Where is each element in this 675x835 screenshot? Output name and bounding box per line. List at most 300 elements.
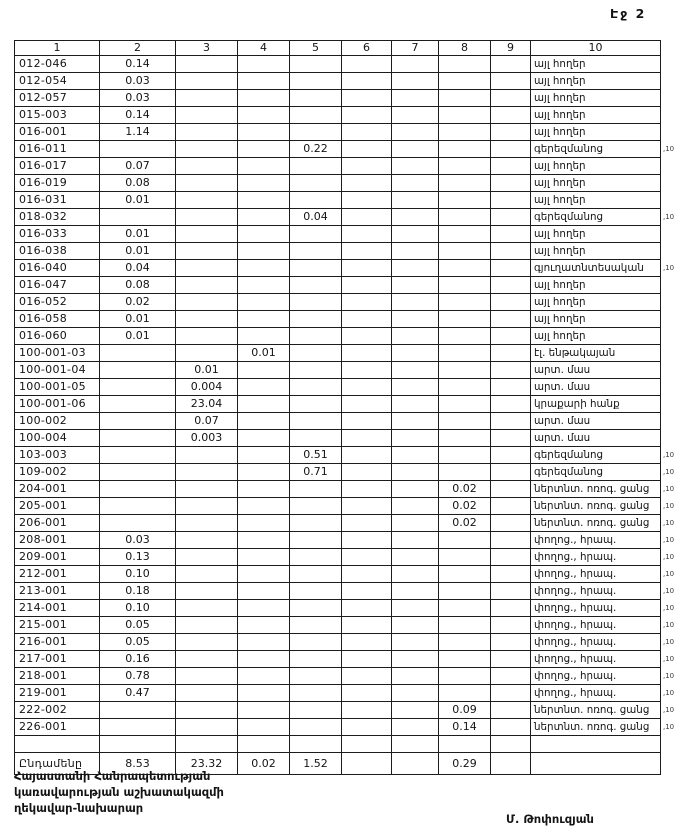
table-row (15, 464, 675, 481)
cell-c9 (491, 719, 531, 736)
table-row (15, 124, 675, 141)
cell-c10: գերեզմանոց (531, 209, 661, 226)
cell-c6 (342, 634, 392, 651)
cell-c5 (290, 311, 342, 328)
cell-c7 (392, 736, 439, 753)
cell-c3 (176, 260, 238, 277)
cell-c8 (439, 668, 491, 685)
cell-c2 (100, 379, 176, 396)
cell-c9 (491, 260, 531, 277)
cell-c9 (491, 277, 531, 294)
table-row (15, 600, 675, 617)
cell-c7 (392, 413, 439, 430)
cell-c7 (392, 396, 439, 413)
margin-note: ,10 (663, 638, 675, 646)
cell-c1: 218-001 (15, 668, 100, 685)
cell-c9 (491, 362, 531, 379)
cell-c1: 216-001 (15, 634, 100, 651)
margin-note (661, 192, 675, 209)
column-header: 2 (100, 41, 176, 56)
cell-c1: 016-060 (15, 328, 100, 345)
cell-c8 (439, 464, 491, 481)
cell-c7 (392, 141, 439, 158)
table-row (15, 260, 675, 277)
cell-c4 (238, 90, 290, 107)
cell-c2: 0.78 (100, 668, 176, 685)
cell-c4 (238, 651, 290, 668)
cell-c5 (290, 362, 342, 379)
cell-c4 (238, 328, 290, 345)
cell-c5 (290, 583, 342, 600)
cell-c6 (342, 736, 392, 753)
margin-note: ,10 (663, 706, 675, 714)
margin-note: ,10 (663, 145, 675, 153)
cell-c3 (176, 192, 238, 209)
cell-c2: 0.08 (100, 175, 176, 192)
margin-note: ,10 (663, 553, 675, 561)
total-c8: 0.29 (439, 753, 491, 775)
cell-c9 (491, 651, 531, 668)
cell-c4 (238, 107, 290, 124)
table-row (15, 311, 675, 328)
cell-c9 (491, 634, 531, 651)
cell-c6 (342, 294, 392, 311)
total-c7 (392, 753, 439, 775)
cell-c5 (290, 719, 342, 736)
column-header: 8 (439, 41, 491, 56)
column-header: 10 (531, 41, 661, 56)
cell-c5 (290, 685, 342, 702)
cell-c6 (342, 685, 392, 702)
cell-c1: 222-002 (15, 702, 100, 719)
table-row (15, 566, 675, 583)
cell-c8: 0.02 (439, 498, 491, 515)
total-c3: 23.32 (176, 753, 238, 775)
cell-c7 (392, 124, 439, 141)
cell-c4 (238, 141, 290, 158)
cell-c4 (238, 430, 290, 447)
cell-c3 (176, 600, 238, 617)
cell-c1 (15, 736, 100, 753)
cell-c10: այլ հողեր (531, 107, 661, 124)
cell-c1: 214-001 (15, 600, 100, 617)
cell-c1: 209-001 (15, 549, 100, 566)
cell-c3 (176, 277, 238, 294)
margin-note: ,10 (663, 570, 675, 578)
cell-c7 (392, 668, 439, 685)
cell-c4 (238, 209, 290, 226)
column-header: 9 (491, 41, 531, 56)
cell-c10: փողոց., հրապ. (531, 600, 661, 617)
cell-c7 (392, 345, 439, 362)
cell-c10: արտ. մաս (531, 379, 661, 396)
cell-c10: գերեզմանոց (531, 447, 661, 464)
cell-c4: 0.01 (238, 345, 290, 362)
cell-c6 (342, 396, 392, 413)
margin-note: ,10 (663, 451, 675, 459)
cell-c9 (491, 158, 531, 175)
cell-c4 (238, 481, 290, 498)
cell-c2: 0.01 (100, 192, 176, 209)
cell-c10: այլ հողեր (531, 243, 661, 260)
cell-c9 (491, 90, 531, 107)
cell-c4 (238, 124, 290, 141)
cell-c6 (342, 226, 392, 243)
cell-c6 (342, 379, 392, 396)
cell-c3 (176, 345, 238, 362)
cell-c6 (342, 158, 392, 175)
cell-c3 (176, 702, 238, 719)
cell-c10: փողոց., հրապ. (531, 532, 661, 549)
cell-c3 (176, 498, 238, 515)
cell-c1: 219-001 (15, 685, 100, 702)
cell-c10 (531, 736, 661, 753)
cell-c3 (176, 328, 238, 345)
table-row (15, 498, 675, 515)
cell-c3 (176, 685, 238, 702)
cell-c5 (290, 736, 342, 753)
cell-c9 (491, 294, 531, 311)
cell-c6 (342, 107, 392, 124)
cell-c7 (392, 447, 439, 464)
cell-c9 (491, 549, 531, 566)
cell-c9 (491, 56, 531, 73)
cell-c3: 0.004 (176, 379, 238, 396)
table-row (15, 328, 675, 345)
cell-c9 (491, 396, 531, 413)
cell-c10: այլ հողեր (531, 90, 661, 107)
cell-c2: 0.14 (100, 107, 176, 124)
cell-c6 (342, 532, 392, 549)
cell-c3 (176, 141, 238, 158)
cell-c7 (392, 328, 439, 345)
cell-c7 (392, 107, 439, 124)
cell-c4 (238, 413, 290, 430)
table-row (15, 515, 675, 532)
cell-c9 (491, 685, 531, 702)
cell-c1: 016-017 (15, 158, 100, 175)
cell-c8 (439, 736, 491, 753)
cell-c5 (290, 549, 342, 566)
cell-c5 (290, 90, 342, 107)
cell-c6 (342, 90, 392, 107)
cell-c4 (238, 532, 290, 549)
cell-c10: փողոց., հրապ. (531, 566, 661, 583)
cell-c6 (342, 277, 392, 294)
cell-c4 (238, 294, 290, 311)
cell-c4 (238, 311, 290, 328)
table-row (15, 243, 675, 260)
cell-c9 (491, 583, 531, 600)
cell-c5 (290, 226, 342, 243)
page-number-label: Էջ 2 (610, 6, 647, 21)
cell-c5: 0.51 (290, 447, 342, 464)
margin-note: ,10 (663, 468, 675, 476)
total-c4: 0.02 (238, 753, 290, 775)
cell-c8 (439, 311, 491, 328)
cell-c3: 0.003 (176, 430, 238, 447)
margin-note-header (661, 41, 675, 56)
column-header: 7 (392, 41, 439, 56)
cell-c7 (392, 209, 439, 226)
cell-c4 (238, 447, 290, 464)
cell-c5: 0.22 (290, 141, 342, 158)
cell-c2: 0.01 (100, 328, 176, 345)
cell-c1: 016-011 (15, 141, 100, 158)
cell-c4 (238, 379, 290, 396)
table-row (15, 226, 675, 243)
table-row (15, 158, 675, 175)
cell-c6 (342, 345, 392, 362)
cell-c7 (392, 566, 439, 583)
cell-c1: 016-058 (15, 311, 100, 328)
cell-c2 (100, 498, 176, 515)
table-header-row (15, 41, 675, 56)
cell-c5 (290, 175, 342, 192)
cell-c2 (100, 481, 176, 498)
table-row (15, 617, 675, 634)
cell-c1: 016-038 (15, 243, 100, 260)
cell-c5 (290, 515, 342, 532)
cell-c2 (100, 430, 176, 447)
cell-c7 (392, 175, 439, 192)
cell-c4 (238, 243, 290, 260)
cell-c7 (392, 90, 439, 107)
cell-c10: արտ. մաս (531, 430, 661, 447)
cell-c2 (100, 396, 176, 413)
cell-c1: 016-031 (15, 192, 100, 209)
margin-note (661, 430, 675, 447)
total-c9 (491, 753, 531, 775)
cell-c4 (238, 56, 290, 73)
cell-c4 (238, 498, 290, 515)
margin-note (661, 107, 675, 124)
cell-c9 (491, 413, 531, 430)
cell-c8: 0.14 (439, 719, 491, 736)
cell-c6 (342, 175, 392, 192)
table-row (15, 651, 675, 668)
cell-c8 (439, 56, 491, 73)
cell-c8 (439, 600, 491, 617)
cell-c5 (290, 379, 342, 396)
cell-c10: այլ հողեր (531, 328, 661, 345)
cell-c4 (238, 73, 290, 90)
cell-c10: այլ հողեր (531, 294, 661, 311)
cell-c3: 23.04 (176, 396, 238, 413)
cell-c1: 016-019 (15, 175, 100, 192)
cell-c9 (491, 328, 531, 345)
cell-c3 (176, 617, 238, 634)
cell-c7 (392, 685, 439, 702)
cell-c6 (342, 719, 392, 736)
margin-note (661, 345, 675, 362)
cell-c2 (100, 345, 176, 362)
cell-c2 (100, 702, 176, 719)
cell-c2: 0.04 (100, 260, 176, 277)
cell-c7 (392, 498, 439, 515)
cell-c2: 0.18 (100, 583, 176, 600)
cell-c2: 0.05 (100, 634, 176, 651)
table-row (15, 107, 675, 124)
cell-c2 (100, 515, 176, 532)
cell-c6 (342, 702, 392, 719)
cell-c9 (491, 702, 531, 719)
cell-c7 (392, 73, 439, 90)
cell-c8: 0.09 (439, 702, 491, 719)
cell-c7 (392, 515, 439, 532)
cell-c9 (491, 447, 531, 464)
cell-c2: 0.02 (100, 294, 176, 311)
margin-note (661, 413, 675, 430)
margin-note (661, 311, 675, 328)
margin-note (661, 328, 675, 345)
table-row (15, 685, 675, 702)
cell-c2: 0.03 (100, 90, 176, 107)
cell-c8 (439, 260, 491, 277)
margin-note: ,10 (663, 689, 675, 697)
cell-c4 (238, 566, 290, 583)
cell-c10: այլ հողեր (531, 226, 661, 243)
margin-note (661, 362, 675, 379)
cell-c5 (290, 498, 342, 515)
cell-c2 (100, 209, 176, 226)
cell-c6 (342, 498, 392, 515)
table-row (15, 345, 675, 362)
total-c6 (342, 753, 392, 775)
cell-c8 (439, 124, 491, 141)
cell-c6 (342, 362, 392, 379)
cell-c3 (176, 311, 238, 328)
cell-c4 (238, 226, 290, 243)
cell-c7 (392, 243, 439, 260)
cell-c10: այլ հողեր (531, 56, 661, 73)
table-row (15, 736, 675, 753)
cell-c1: 213-001 (15, 583, 100, 600)
cell-c6 (342, 617, 392, 634)
cell-c8 (439, 294, 491, 311)
cell-c2: 0.01 (100, 311, 176, 328)
cell-c9 (491, 498, 531, 515)
cell-c7 (392, 634, 439, 651)
cell-c2: 0.01 (100, 243, 176, 260)
cell-c7 (392, 532, 439, 549)
cell-c6 (342, 464, 392, 481)
column-header: 1 (15, 41, 100, 56)
cell-c6 (342, 515, 392, 532)
cell-c4 (238, 158, 290, 175)
cell-c10: փողոց., հրապ. (531, 651, 661, 668)
cell-c1: 100-002 (15, 413, 100, 430)
cell-c6 (342, 668, 392, 685)
cell-c7 (392, 481, 439, 498)
cell-c5 (290, 532, 342, 549)
cell-c6 (342, 600, 392, 617)
cell-c10: ներտնտ. ոռոգ. ցանց (531, 702, 661, 719)
cell-c1: 016-040 (15, 260, 100, 277)
cell-c5 (290, 634, 342, 651)
cell-c1: 215-001 (15, 617, 100, 634)
table-row (15, 447, 675, 464)
cell-c1: 103-003 (15, 447, 100, 464)
cell-c1: 204-001 (15, 481, 100, 498)
cell-c10: կրաքարի հանք (531, 396, 661, 413)
cell-c9 (491, 617, 531, 634)
cell-c7 (392, 702, 439, 719)
cell-c6 (342, 413, 392, 430)
cell-c8 (439, 277, 491, 294)
margin-note (661, 56, 675, 73)
cell-c6 (342, 430, 392, 447)
cell-c6 (342, 447, 392, 464)
cell-c8 (439, 90, 491, 107)
margin-note: ,10 (663, 621, 675, 629)
cell-c2 (100, 464, 176, 481)
cell-c5 (290, 294, 342, 311)
cell-c8 (439, 345, 491, 362)
cell-c10: այլ հողեր (531, 158, 661, 175)
cell-c6 (342, 192, 392, 209)
cell-c9 (491, 192, 531, 209)
cell-c10: ներտնտ. ոռոգ. ցանց (531, 719, 661, 736)
cell-c1: 109-002 (15, 464, 100, 481)
cell-c3 (176, 634, 238, 651)
cell-c3 (176, 566, 238, 583)
cell-c3 (176, 124, 238, 141)
table-row (15, 719, 675, 736)
cell-c10: այլ հողեր (531, 192, 661, 209)
cell-c8 (439, 549, 491, 566)
cell-c4 (238, 600, 290, 617)
cell-c9 (491, 226, 531, 243)
column-header: 4 (238, 41, 290, 56)
cell-c2: 0.08 (100, 277, 176, 294)
cell-c4 (238, 685, 290, 702)
margin-note (661, 396, 675, 413)
cell-c10: ներտնտ. ոռոգ. ցանց (531, 481, 661, 498)
cell-c5 (290, 481, 342, 498)
cell-c5 (290, 345, 342, 362)
cell-c4 (238, 634, 290, 651)
margin-note (661, 736, 675, 753)
table-row (15, 362, 675, 379)
cell-c5 (290, 328, 342, 345)
cell-c5 (290, 260, 342, 277)
total-c5: 1.52 (290, 753, 342, 775)
total-c2: 8.53 (100, 753, 176, 775)
cell-c5 (290, 192, 342, 209)
cell-c8 (439, 430, 491, 447)
cell-c2: 0.14 (100, 56, 176, 73)
cell-c2: 0.03 (100, 532, 176, 549)
cell-c10: արտ. մաս (531, 362, 661, 379)
cell-c1: 012-057 (15, 90, 100, 107)
table-row (15, 294, 675, 311)
cell-c2 (100, 736, 176, 753)
margin-note (661, 226, 675, 243)
cell-c9 (491, 736, 531, 753)
cell-c9 (491, 566, 531, 583)
table-row (15, 413, 675, 430)
cell-c6 (342, 209, 392, 226)
cell-c4 (238, 583, 290, 600)
table-row (15, 56, 675, 73)
cell-c3 (176, 651, 238, 668)
cell-c10: փողոց., հրապ. (531, 549, 661, 566)
cell-c1: 217-001 (15, 651, 100, 668)
cell-c7 (392, 651, 439, 668)
cell-c9 (491, 175, 531, 192)
cell-c3 (176, 736, 238, 753)
